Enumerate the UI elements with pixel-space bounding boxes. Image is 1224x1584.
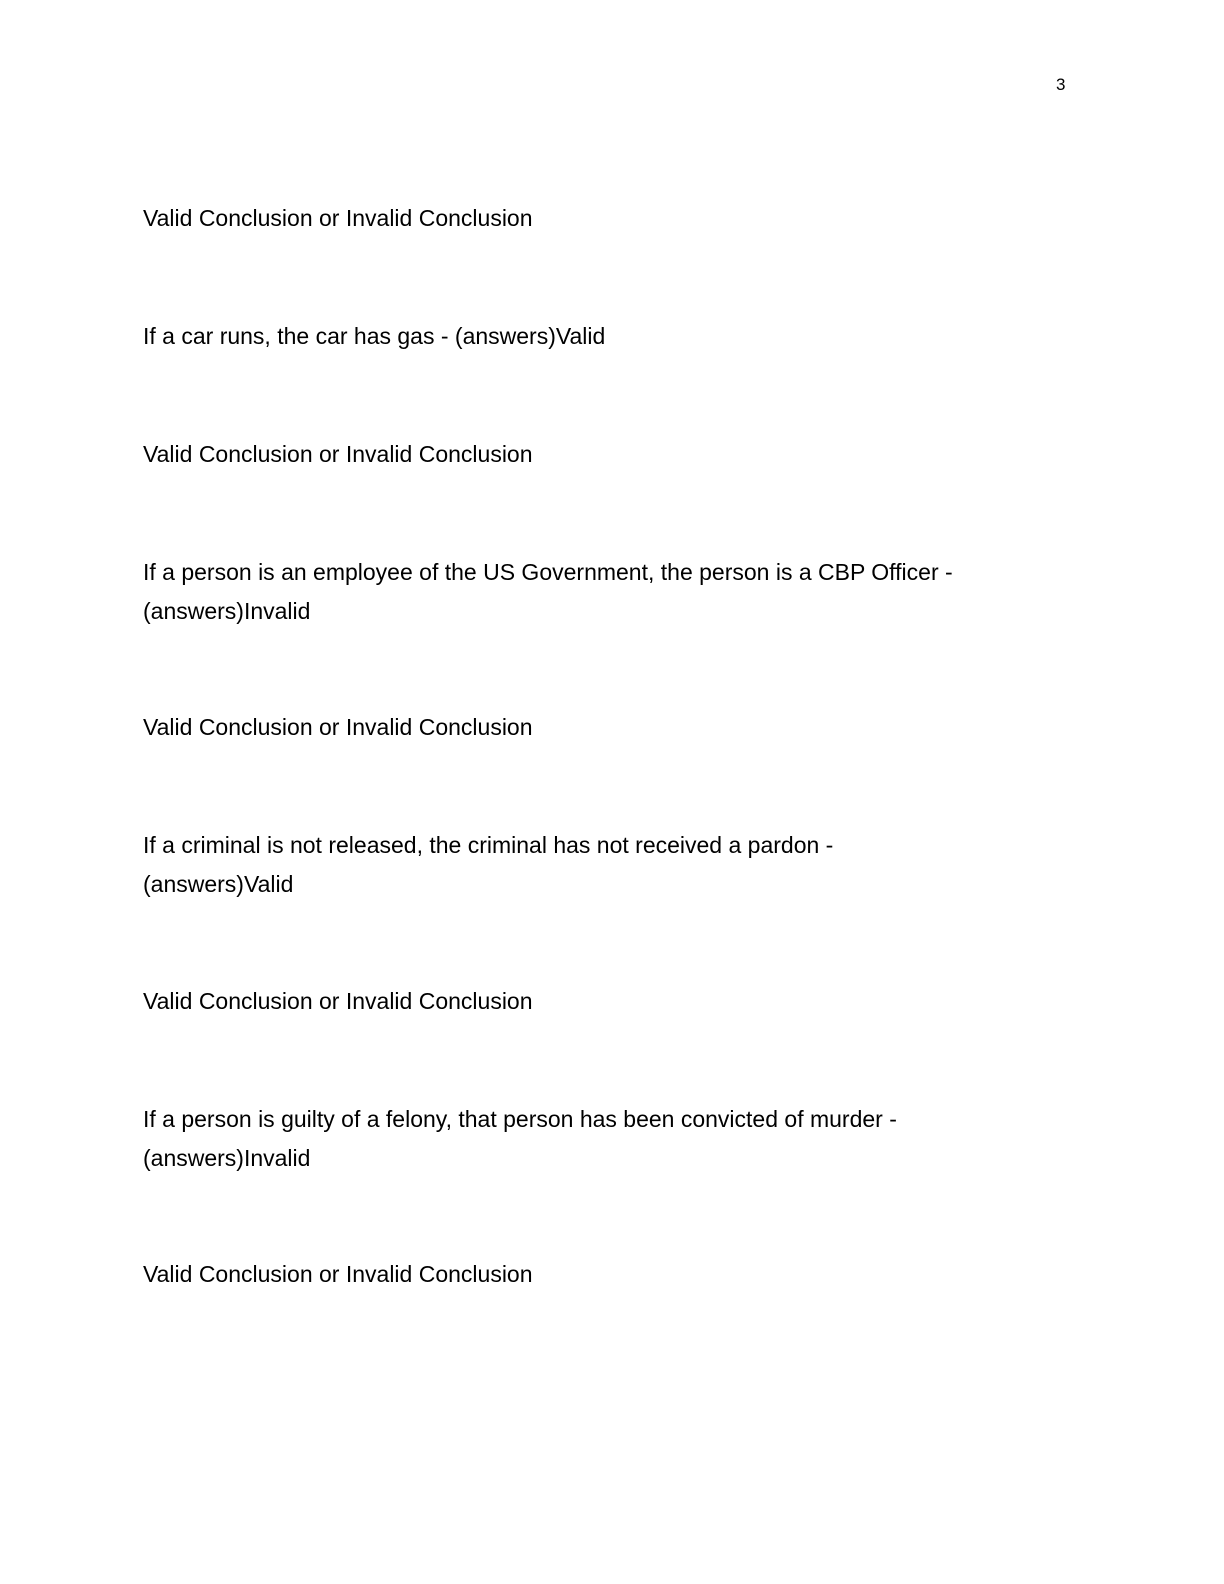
question-line: If a person is guilty of a felony, that person has been convicted of murder -: [143, 1106, 897, 1132]
prompt-line: Valid Conclusion or Invalid Conclusion: [143, 1261, 533, 1287]
prompt-line: Valid Conclusion or Invalid Conclusion: [143, 205, 533, 231]
prompt-line: Valid Conclusion or Invalid Conclusion: [143, 441, 533, 467]
question-line: If a person is an employee of the US Government, the person is a CBP Officer -: [143, 559, 953, 585]
answer-line: (answers)Valid: [143, 871, 294, 897]
question-line: If a car runs, the car has gas - (answers)Valid: [143, 323, 606, 349]
answer-line: (answers)Invalid: [143, 1145, 311, 1171]
page-number: 3: [1056, 75, 1066, 94]
prompt-line: Valid Conclusion or Invalid Conclusion: [143, 714, 533, 740]
answer-line: (answers)Invalid: [143, 598, 311, 624]
prompt-line: Valid Conclusion or Invalid Conclusion: [143, 988, 533, 1014]
question-line: If a criminal is not released, the criminal has not received a pardon -: [143, 832, 834, 858]
